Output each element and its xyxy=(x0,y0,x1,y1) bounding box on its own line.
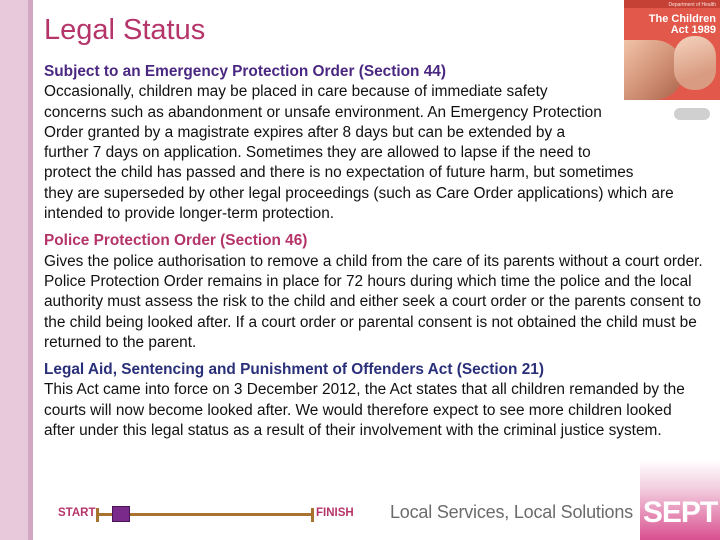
book-title xyxy=(649,14,716,36)
page-title: Legal Status xyxy=(44,14,206,46)
sept-logo xyxy=(640,460,720,540)
book-title-line-1: The Children xyxy=(648,13,716,25)
section-heading: Police Protection Order (Section 46) xyxy=(44,232,308,250)
logo-text: SEPT xyxy=(642,496,718,529)
section-body: This Act came into force on 3 December 2012, the Act states that all children remanded by the courts will now become looked after. We would therefore expect to see more children looked after under this legal status as a result of their involvement with the criminal justice system. xyxy=(44,381,685,440)
section-emergency-protection-order xyxy=(44,62,704,224)
progress-start-cap xyxy=(96,508,99,522)
section-heading: Subject to an Emergency Protection Order (Section 44) xyxy=(44,63,446,80)
progress-start-label: START xyxy=(58,507,96,519)
progress-end-cap xyxy=(311,508,314,522)
progress-marker[interactable] xyxy=(112,506,130,522)
progress-finish-label: FINISH xyxy=(316,507,354,519)
section-police-protection-order xyxy=(44,231,704,353)
content-body xyxy=(44,62,704,448)
section-body: Occasionally, children may be placed in care because of immediate safety concerns such as abandonment or unsafe environment. An Emergency Protection Order granted by a magistrate expires after 8 days but can be extended by a further 7 days on application. Sometimes they are allowed to lapse if the need to protect the child has passed and there is no expectation of future harm, but sometimes they are superseded by other legal proceedings (such as Care Order applications) which are intended to provide longer-term protection. xyxy=(44,83,674,223)
book-series-label: Department of Health xyxy=(668,2,716,8)
section-heading: Legal Aid, Sentencing and Punishment of Offenders Act (Section 21) xyxy=(44,361,544,379)
left-decorative-stripe xyxy=(28,0,33,540)
book-title-line-2: Act 1989 xyxy=(670,24,716,36)
left-decorative-bar xyxy=(0,0,28,540)
presentation-progress-bar xyxy=(58,504,368,524)
section-legal-aid-act xyxy=(44,360,704,441)
tagline: Local Services, Local Solutions xyxy=(390,502,633,522)
section-body: Gives the police authorisation to remove a child from the care of its parents without a court order. Police Protection Order remains in place for 72 hours during which time the police and the local authority must assess the risk to the child and either seek a court order or the parents consent to the child being looked after. If a court order or parental consent is not obtained the child must be returned to the parent. xyxy=(44,252,703,351)
